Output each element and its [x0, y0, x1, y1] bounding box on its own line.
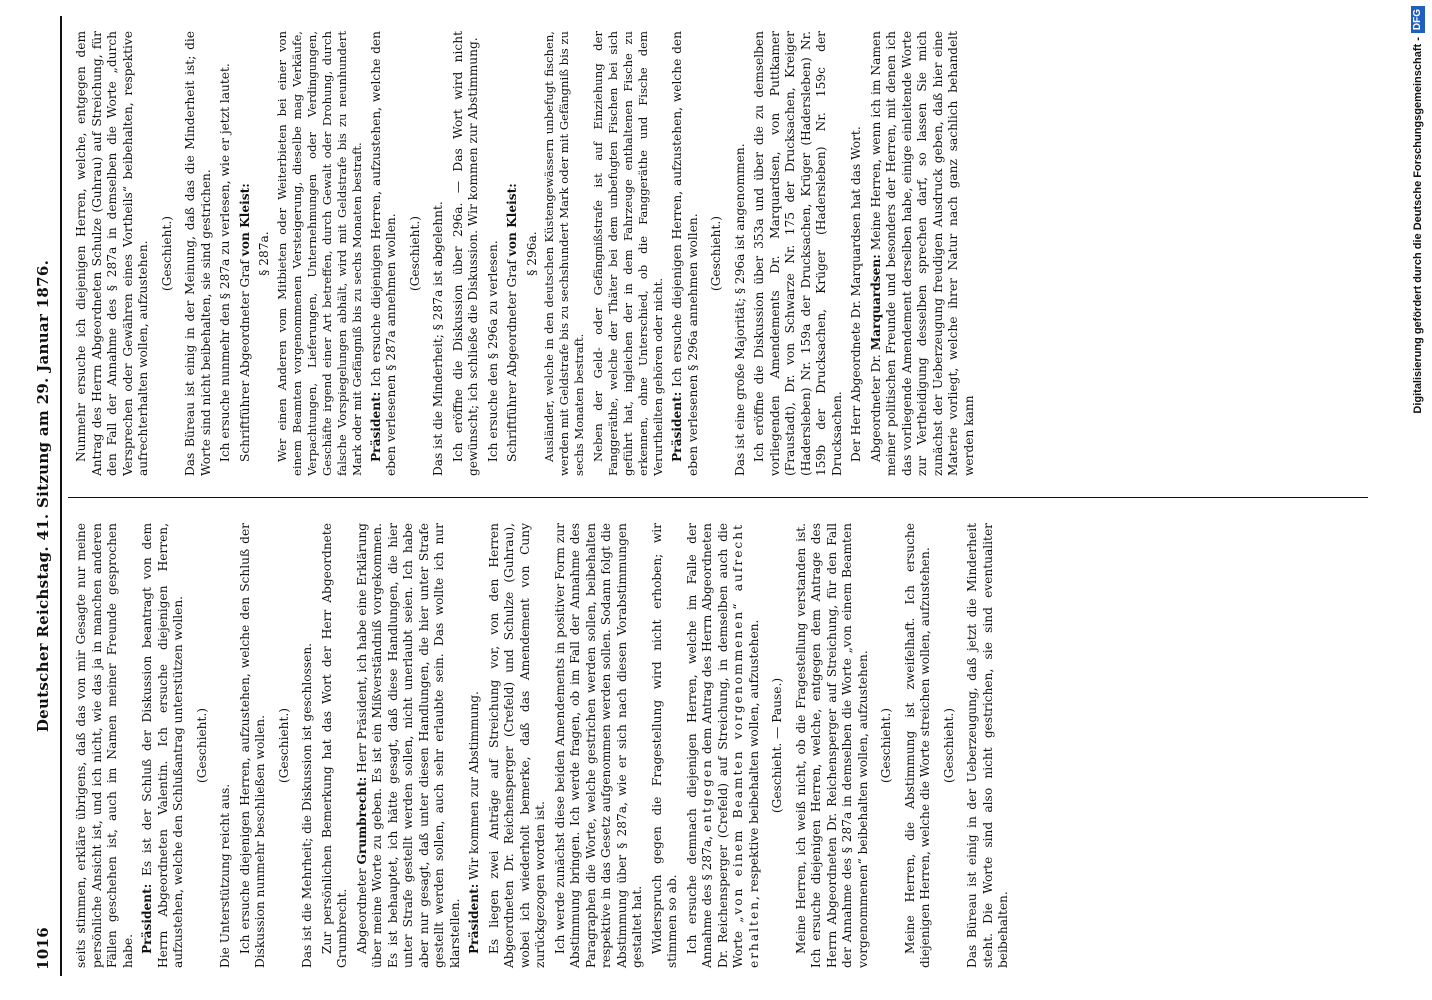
- credit-text: Digitalisierung gefördert durch die Deutsche Forschungsgemeinschaft -: [1412, 37, 1424, 414]
- paragraph: [238, 31, 254, 476]
- paragraph: Ich ersuche diejenigen Herren, aufzustehen, welche den Schluß der Diskussion nunmehr beschließen wollen.: [237, 523, 267, 968]
- paragraph: [869, 31, 978, 476]
- speech-text: Herr Präsident, ich habe eine Erklärung über meine Worte zu geben. Es ist ein Mißverständniß vorgekommen. Es ist behauptet, ich hätte gesagt, daß diese Handlungen, die hier unter Strafe gestellt werden sollen, nicht unerlaubt seien. Ich habe aber nur gesagt, daß unter diesen Handlungen, die hier unter Strafe gestellt werden sollen, auch sehr erlaubte sein. Das wollte ich nur klarstellen.: [354, 523, 462, 968]
- paragraph: seits stimmen, erkläre übrigens, daß das von mir Gesagte nur meine persönliche Ansicht ist, und ich nicht, wie das ja in manchen anderen Fällen geschehen ist, auch im Namen meiner Freunde gesprochen habe.: [74, 523, 135, 968]
- paragraph: Die Unterstützung reicht aus.: [218, 783, 232, 968]
- speech-text: Meine Herren, wenn ich im Namen meiner politischen Freunde und besonders der Herren, mit denen ich das vorliegende Amendement derselben habe, einige einleitende Worte zur Vertheidigung desselben sprechen darf, so lassen Sie mich zunächst der Ueberzeugung freudigen Ausdruck geben, daß hier eine Materie vorliegt, welche ihrer Natur nach ganz sachlich behandelt werden kann: [868, 31, 976, 476]
- speaker-name: Präsident:: [140, 883, 154, 954]
- speaker-title: Abgeordneter Dr.: [868, 350, 883, 462]
- paragraph: [355, 523, 464, 968]
- law-text: Wer einen Anderen vom Mitbieten oder Weiterbieten bei einer von einem Beamten vorgenommenen Versteigerung, dieselbe mag Verkäufe, Verpachtungen, Lieferungen, Unternehmungen oder Verdingungen, Geschäfte irgend einer Art betreffen, durch Gewalt oder Drohung, durch falsche Vorspiegelungen abhält, wird mit Geldstrafe bis zu neunhundert Mark oder mit Gefängniß bis zu sechs Monaten bestraft.: [274, 31, 364, 476]
- speech-text: Ich ersuche diejenigen Herren, aufzustehen, welche den eben verlesenen § 287a annehmen wollen.: [368, 31, 398, 476]
- speech-text: Ich ersuche demnach diejenigen Herren, welche im Falle der Annahme des § 287a,: [684, 523, 714, 968]
- speaker-name: Präsident:: [368, 391, 383, 462]
- paragraph: [369, 31, 400, 476]
- spaced-emphasis: „von einem Beamten vorgenommenen“ aufrecht erhalten: [731, 523, 761, 968]
- stage-direction: (Geschieht.): [194, 707, 209, 784]
- column-divider: [68, 497, 1368, 498]
- paragraph: [685, 523, 763, 968]
- section-number: § 296a.: [524, 231, 539, 276]
- digitization-credit: [1404, 6, 1432, 996]
- paragraph: Der Herr Abgeordnete Dr. Marquardsen hat das Wort.: [849, 126, 863, 462]
- paragraph: Ich werde zunächst diese beiden Amendements in positiver Form zur Abstimmung bringen. Ich werde fragen, ob im Fall der Annahme des Paragraphen die Worte, welche gestrichen werden sollen, beibehalten respektive in das Gesetz aufgenommen werden sollen. Sodann folgt die Abstimmung über § 287a, wie er sich nach diesen Vorabstimmungen gestaltet hat.: [552, 523, 644, 968]
- paragraph: [140, 523, 187, 968]
- speaker-name: von Kleist:: [237, 183, 252, 257]
- paragraph: Widerspruch gegen die Fragestellung wird nicht erhoben; wir stimmen so ab.: [649, 523, 679, 968]
- paragraph: Zur persönlichen Bemerkung hat das Wort der Herr Abgeordnete Grumbrecht.: [319, 523, 349, 968]
- speech-text: Ich ersuche diejenigen Herren, aufzustehen, welche den eben verlesenen § 296a annehmen wollen.: [670, 31, 700, 476]
- paragraph: Das Büreau ist einig in der Ueberzeugung, daß jetzt die Minderheit steht. Die Worte sind also nicht gestrichen, sie sind eventualiter beibehalten.: [965, 523, 1010, 968]
- stage-direction: (Geschieht.): [276, 707, 291, 784]
- stage-direction: (Geschieht.): [709, 215, 723, 292]
- law-text: Ausländer, welche in den deutschen Küstengewässern unbefugt fischen, werden mit Geldstrafe bis zu sechshundert Mark oder mit Gefängniß bis zu sechs Monaten bestraft.: [542, 30, 586, 476]
- speaker-title: Schriftführer Abgeordneter Graf: [237, 256, 252, 462]
- paragraph: [670, 31, 701, 476]
- speech-text: dem Antrag des Herrn Abgeordneten Dr. Reichensperger (Crefeld) auf Streichung, in demselben auch die Worte: [700, 523, 745, 968]
- speech-text: Es ist der Schluß der Diskussion beantragt von dem Herrn Abgeordneten Valentin. Ich ersuche diejenigen Herren, aufzustehen, welche den Schlußantrag unterstützen wollen.: [140, 523, 185, 968]
- page-title: Deutscher Reichstag. 41. Sitzung am 29. Januar 1876.: [34, 259, 52, 733]
- paragraph: Es liegen zwei Anträge auf Streichung vor, von den Herren Abgeordneten Dr. Reichensperger (Crefeld) und Schulze (Guhrau), wobei ich wiederholt bemerke, daß das Amendement von Cuny zurückgezogen worden ist.: [486, 523, 547, 968]
- newspaper-page: [24, 16, 1394, 976]
- digitization-stamp: [1400, 6, 1428, 996]
- speaker-title: Schriftführer Abgeordneter Graf: [505, 256, 519, 462]
- paragraph: Meine Herren, ich weiß nicht, ob die Fragestellung verstanden ist. Ich ersuche diejenigen Herren, welche, entgegen dem Antrage des Herrn Abgeordneten Dr. Reichensperger auf Streichung, für den Fall der Annahme des § 287a in demselben die Worte „von einem Beamten vorgenommenen“ beibehalten wollen, aufzustehen.: [793, 523, 870, 968]
- dfg-logo: DFG: [1411, 6, 1425, 33]
- paragraph: Meine Herren, die Abstimmung ist zweifelhaft. Ich ersuche diejenigen Herren, welche die Worte streichen wollen, aufzustehen.: [902, 523, 932, 968]
- header-rule: [60, 16, 62, 976]
- paragraph: Das Büreau ist einig in der Meinung, daß das die Minderheit ist; die Worte sind nicht beibehalten, sie sind gestrichen.: [183, 31, 213, 476]
- paragraph: Ich eröffne die Diskussion über 296a. — Das Wort wird nicht gewünscht; ich schließe die Diskussion. Wir kommen zur Abstimmung.: [450, 31, 480, 476]
- page-header: [24, 16, 62, 976]
- paragraph: Ich ersuche den § 296a zu verlesen.: [485, 240, 500, 462]
- stage-direction: (Geschieht.): [879, 707, 893, 784]
- paragraph: [505, 31, 521, 476]
- paragraph: Ich eröffne die Diskussion über 353a und über die zu demselben vorliegenden Amendements Dr. Marquardsen, von Puttkamer (Fraustadt), Dr. von Schwarze Nr. 175 der Drucksachen, Kreiger (Hadersleben) Nr. 159a der Drucksachen, Krüger (Hadersleben) Nr. 159b der Drucksachen, Krüger (Hadersleben) Nr. 159c der Drucksachen.: [752, 31, 844, 476]
- stage-direction: (Geschieht. — Pause.): [770, 677, 784, 814]
- speaker-name: Präsident:: [670, 391, 684, 462]
- spaced-emphasis: entgegen: [700, 758, 714, 832]
- paragraph: Das ist die Minderheit; § 287a ist abgelehnt.: [431, 201, 445, 476]
- paragraph: Das ist eine große Majorität; § 296a ist angenommen.: [732, 143, 747, 476]
- paragraph: Das ist die Mehrheit; die Diskussion ist geschlossen.: [300, 642, 314, 968]
- speech-text: Wir kommen zur Abstimmung.: [467, 691, 481, 884]
- paragraph: Nunmehr ersuche ich diejenigen Herren, welche, entgegen dem Antrag des Herrn Abgeordneten Schulze (Guhrau) auf Streichung, für den Fall der Annahme des § 287a in demselben die Worte „durch Versprechen oder Gewähren eines Vortheils“ beibehalten, respektive aufrechterhalten wollen, aufzustehen.: [74, 31, 150, 476]
- speaker-name: Präsident:: [467, 883, 481, 954]
- left-column: [74, 523, 1016, 968]
- law-text: Neben der Geld- oder Gefängnißstrafe ist auf Einziehung der Fanggeräthe, welche der Thäter bei dem unbefugten Fischen bei sich geführt hat, ingleichen der in dem Fahrzeuge enthaltenen Fische zu erkennen, ohne Unterschied, ob die Fanggeräthe und Fische dem Verurtheilten gehören oder nicht.: [591, 31, 665, 476]
- page-number: 1016: [34, 927, 52, 970]
- paragraph: Ich ersuche nunmehr den § 287a zu verlesen, wie er jetzt lautet.: [218, 63, 232, 462]
- section-number: § 287a.: [257, 231, 271, 276]
- speaker-name: Marquardsen:: [868, 254, 883, 351]
- stage-direction: (Geschieht.): [941, 707, 956, 784]
- right-column: [74, 31, 981, 476]
- speaker-title: Abgeordneter: [354, 864, 369, 954]
- speaker-name: Grumbrecht:: [354, 776, 369, 865]
- speech-text: , respektive beibehalten wollen, aufzustehen.: [746, 619, 761, 900]
- paragraph: [467, 523, 483, 968]
- stage-direction: (Geschieht.): [407, 215, 422, 292]
- stage-direction: (Geschieht.): [159, 215, 174, 292]
- speaker-name: von Kleist:: [505, 183, 519, 257]
